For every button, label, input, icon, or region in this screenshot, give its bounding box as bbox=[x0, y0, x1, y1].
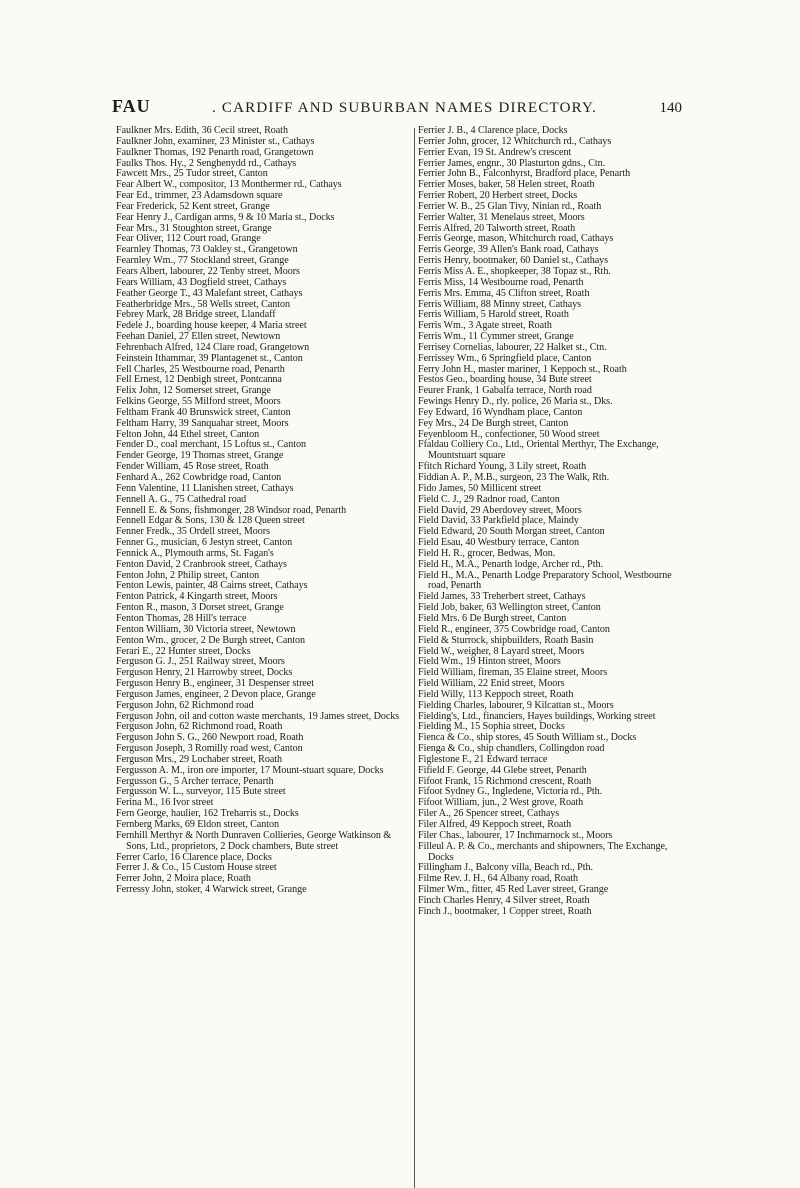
directory-entry: Ferrer Carlo, 16 Clarence place, Docks bbox=[116, 851, 272, 863]
directory-entry: Fenton David, 2 Cranbrook street, Cathays bbox=[116, 558, 287, 570]
directory-entry: Fey Edward, 16 Wyndham place, Canton bbox=[418, 406, 583, 418]
directory-entry: Fienca & Co., ship stores, 45 South William st., Docks bbox=[418, 732, 637, 744]
directory-entry: Field James, 33 Treherbert street, Cathays bbox=[418, 591, 586, 603]
directory-entry: Fawcett Mrs., 25 Tudor street, Canton bbox=[116, 168, 268, 180]
directory-entry: Ferressy John, stoker, 4 Warwick street, Grange bbox=[116, 884, 307, 896]
directory-entry: Ferris Henry, bootmaker, 60 Daniel st., Cathays bbox=[418, 255, 609, 267]
directory-entry: Ferris George, mason, Whitchurch road, Cathays bbox=[418, 233, 614, 245]
directory-entry: Fernhill Merthyr & North Dunraven Collieries, George Watkinson & Sons, Ltd., proprietors, 2 Dock chambers, Bute street bbox=[116, 829, 392, 852]
directory-entry: Ferrier Walter, 31 Menelaus street, Moors bbox=[418, 211, 585, 223]
directory-entry: Feltham Harry, 39 Sanquahar street, Moors bbox=[116, 417, 289, 429]
directory-entry: Ferrier John, grocer, 12 Whitchurch rd., Cathays bbox=[418, 135, 612, 147]
directory-entry: Fergusson A. M., iron ore importer, 17 Mount-stuart square, Docks bbox=[116, 764, 384, 776]
directory-entry: Fears William, 43 Dogfield street, Cathays bbox=[116, 276, 287, 288]
directory-entry: Ferrier Moses, baker, 58 Helen street, Roath bbox=[418, 179, 595, 191]
directory-entry: Feurer Frank, 1 Gabalfa terrace, North road bbox=[418, 385, 592, 397]
directory-entry: Fender George, 19 Thomas street, Grange bbox=[116, 450, 284, 462]
directory-entry: Filer Alfred, 49 Keppoch street, Roath bbox=[418, 819, 572, 830]
directory-entry: Faulks Thos. Hy., 2 Senghenydd rd., Cathays bbox=[116, 157, 297, 169]
directory-entry: Fernberg Marks, 69 Eldon street, Canton bbox=[116, 819, 279, 830]
directory-entry: Field Job, baker, 63 Wellington street, Canton bbox=[418, 602, 601, 614]
directory-entry: Fillingham J., Balcony villa, Beach rd., Pth. bbox=[418, 862, 593, 874]
directory-entry: Fedele J., boarding house keeper, 4 Maria street bbox=[116, 320, 307, 332]
directory-entry: Fell Ernest, 12 Denbigh street, Pontcanna bbox=[116, 374, 282, 386]
directory-entry: Ferris Wm., 3 Agate street, Roath bbox=[418, 320, 552, 332]
right-column bbox=[418, 126, 688, 1176]
directory-entry: Fear Mrs., 31 Stoughton street, Grange bbox=[116, 222, 272, 234]
directory-entry: Finch Charles Henry, 4 Silver street, Roath bbox=[418, 894, 590, 906]
directory-entry: Fears Albert, labourer, 22 Tenby street, Moors bbox=[116, 265, 300, 277]
directory-entry: Field Esau, 40 Westbury terrace, Canton bbox=[418, 537, 580, 549]
directory-entry: Filleul A. P. & Co., merchants and shipowners, The Exchange, Docks bbox=[418, 840, 668, 863]
directory-entry: Fender William, 45 Rose street, Roath bbox=[116, 461, 269, 473]
directory-entry: Filme Rev. J. H., 64 Albany road, Roath bbox=[418, 873, 579, 885]
directory-entry: Ferrissey Wm., 6 Springfield place, Canton bbox=[418, 352, 592, 364]
directory-entry: Fenton Lewis, painter, 48 Cairns street, Cathays bbox=[116, 580, 308, 592]
directory-entry: Feather George T., 43 Malefant street, Cathays bbox=[116, 287, 303, 299]
directory-entry: Fearnley Thomas, 73 Oakley st., Grangetown bbox=[116, 244, 298, 256]
header-key-word: FAU bbox=[112, 96, 151, 116]
directory-entry: Fido James, 50 Millicent street bbox=[418, 482, 542, 494]
directory-entry: Fender D., coal merchant, 15 Loftus st., Canton bbox=[116, 439, 306, 451]
page-number: 140 bbox=[659, 100, 682, 116]
directory-entry: Ferguson John, 62 Richmond road, Roath bbox=[116, 721, 283, 733]
directory-entry: Fell Charles, 25 Westbourne road, Penarth bbox=[116, 363, 285, 375]
directory-entry: Febrey Mark, 28 Bridge street, Llandaff bbox=[116, 309, 276, 321]
directory-entry: Fear Albert W., compositor, 13 Monthermer rd., Cathays bbox=[116, 179, 342, 191]
directory-entry: Fifoot William, jun., 2 West grove, Roath bbox=[418, 797, 584, 809]
directory-entry: Ferguson James, engineer, 2 Devon place, Grange bbox=[116, 688, 316, 700]
directory-entry: Ferina M., 16 Ivor street bbox=[116, 797, 214, 809]
left-column bbox=[116, 126, 413, 1176]
directory-entry: Field William, 22 Enid street, Moors bbox=[418, 678, 565, 690]
directory-entry: Fennick A., Plymouth arms, St. Fagan's bbox=[116, 547, 274, 559]
directory-entry: Field Mrs. 6 De Burgh street, Canton bbox=[418, 612, 567, 624]
directory-entry: Ferris Wm., 11 Cymmer street, Grange bbox=[418, 331, 574, 343]
directory-entry: Ferrer John, 2 Moira place, Roath bbox=[116, 873, 251, 885]
directory-entry: Filmer Wm., fitter, 45 Red Laver street, Grange bbox=[418, 884, 609, 896]
directory-entry: Fearnley Wm., 77 Stockland street, Grange bbox=[116, 255, 289, 267]
directory-entry: Field R., engineer, 375 Cowbridge road, Canton bbox=[418, 623, 610, 635]
directory-entry: Fenner G., musician, 6 Jestyn street, Canton bbox=[116, 537, 293, 549]
directory-entry: Ferrier W. B., 25 Glan Tivy, Ninian rd., Roath bbox=[418, 200, 602, 212]
directory-entry: Ferguson G. J., 251 Railway street, Moors bbox=[116, 656, 285, 668]
directory-entry: Ferguson Mrs., 29 Lochaber street, Roath bbox=[116, 753, 283, 765]
directory-entry: Filer Chas., labourer, 17 Inchmarnock st., Moors bbox=[418, 829, 613, 841]
directory-entry: Fenn Valentine, 11 Llanishen street, Cathays bbox=[116, 482, 294, 494]
directory-entry: Ferris William, 88 Minny street, Cathays bbox=[418, 298, 582, 310]
directory-entry: Fergusson G., 5 Archer terrace, Penarth bbox=[116, 775, 274, 787]
directory-entry: Field Edward, 20 South Morgan street, Canton bbox=[418, 526, 605, 538]
directory-entry: Ferguson Henry, 21 Harrowby street, Docks bbox=[116, 667, 293, 679]
directory-entry: Fear Oliver, 112 Court road, Grange bbox=[116, 233, 261, 245]
directory-entry: Field W., weigher, 8 Layard street, Moors bbox=[418, 645, 585, 657]
directory-entry: Fifoot Frank, 15 Richmond crescent, Roath bbox=[418, 775, 592, 787]
directory-entry: Ffaldau Colliery Co., Ltd., Oriental Merthyr, The Exchange, Mountstuart square bbox=[418, 439, 659, 462]
directory-entry: Ferrier John B., Falconhyrst, Bradford place, Penarth bbox=[418, 168, 631, 180]
directory-entry: Feltham Frank 40 Brunswick street, Canton bbox=[116, 406, 291, 418]
directory-entry: Feehan Daniel, 27 Ellen street, Newtown bbox=[116, 331, 281, 343]
directory-entry: Finch J., bootmaker, 1 Copper street, Roath bbox=[418, 905, 592, 917]
directory-entry: Fey Mrs., 24 De Burgh street, Canton bbox=[418, 417, 569, 429]
directory-entry: Fear Henry J., Cardigan arms, 9 & 10 Maria st., Docks bbox=[116, 211, 335, 223]
directory-entry: Fifield F. George, 44 Glebe street, Penarth bbox=[418, 764, 587, 776]
directory-entry: Field & Sturrock, shipbuilders, Roath Basin bbox=[418, 634, 594, 646]
directory-entry: Ferguson John S. G., 260 Newport road, Roath bbox=[116, 732, 304, 744]
directory-entry: Fenton Patrick, 4 Kingarth street, Moors bbox=[116, 591, 278, 603]
directory-entry: Ferguson John, 62 Richmond road bbox=[116, 699, 254, 711]
directory-entry: Field H., M.A., Penarth Lodge Preparatory School, Westbourne road, Penarth bbox=[418, 569, 672, 592]
directory-entry: Fehrenbach Alfred, 124 Clare road, Grangetown bbox=[116, 341, 310, 353]
directory-entry: Ferguson Joseph, 3 Romilly road west, Canton bbox=[116, 743, 303, 755]
directory-entry: Fielding's, Ltd., financiers, Hayes buildings, Working street bbox=[418, 710, 656, 722]
directory-entry: Ferris Miss A. E., shopkeeper, 38 Topaz st., Rth. bbox=[418, 265, 611, 277]
directory-entry: Fenton John, 2 Philip street, Canton bbox=[116, 569, 260, 581]
directory-entry: Fergusson W. L., surveyor, 115 Bute street bbox=[116, 786, 286, 798]
directory-entry: Fiddian A. P., M.B., surgeon, 23 The Walk, Rth. bbox=[418, 472, 610, 483]
directory-entry: Field H., M.A., Penarth lodge, Archer rd., Pth. bbox=[418, 558, 603, 570]
directory-entry: Fennell A. G., 75 Cathedral road bbox=[116, 493, 247, 505]
directory-entry: Featherbridge Mrs., 58 Wells street, Canton bbox=[116, 298, 291, 310]
directory-entry: Ferguson Henry B., engineer, 31 Despenser street bbox=[116, 678, 314, 690]
directory-entry: Ferrier J. B., 4 Clarence place, Docks bbox=[418, 126, 568, 136]
directory-entry: Ferris Mrs. Emma, 45 Clifton street, Roath bbox=[418, 287, 590, 299]
directory-entry: Field David, 29 Aberdovey street, Moors bbox=[418, 504, 582, 516]
directory-entry: Fenhard A., 262 Cowbridge road, Canton bbox=[116, 472, 282, 483]
directory-entry: Faulkner John, examiner, 23 Minister st., Cathays bbox=[116, 135, 315, 147]
column-divider bbox=[414, 128, 415, 1188]
directory-entry: Fifoot Sydney G., Ingledene, Victoria rd., Pth. bbox=[418, 786, 603, 798]
directory-entry: Ferguson John, oil and cotton waste merchants, 19 James street, Docks bbox=[116, 710, 400, 722]
directory-entry: Faulkner Mrs. Edith, 36 Cecil street, Roath bbox=[116, 126, 288, 136]
directory-entry: Fear Ed., trimmer, 23 Adamsdown square bbox=[116, 190, 283, 202]
directory-entry: Felton John, 44 Ethel street, Canton bbox=[116, 428, 260, 440]
directory-entry: Feyenbloom H., confectioner, 50 Wood street bbox=[418, 428, 600, 440]
directory-entry: Festos Geo., boarding house, 34 Bute street bbox=[418, 374, 592, 386]
directory-entry: Fenton Thomas, 28 Hill's terrace bbox=[116, 612, 247, 624]
directory-entry: Fienga & Co., ship chandlers, Collingdon road bbox=[418, 743, 605, 755]
directory-entry: Ferrier Robert, 20 Herbert street, Docks bbox=[418, 190, 578, 202]
directory-entry: Ffitch Richard Young, 3 Lily street, Roath bbox=[418, 461, 587, 473]
directory-entry: Ferris Alfred, 20 Talworth street, Roath bbox=[418, 222, 576, 234]
directory-entry: Ferari E., 22 Hunter street, Docks bbox=[116, 645, 251, 657]
directory-entry: Faulkner Thomas, 192 Penarth road, Grangetown bbox=[116, 146, 314, 158]
directory-entry: Field William, fireman, 35 Elaine street, Moors bbox=[418, 667, 608, 679]
directory-entry: Ferrier James, engnr., 30 Plasturton gdns., Ctn. bbox=[418, 157, 606, 169]
directory-entry: Fenton William, 30 Victoria street, Newtown bbox=[116, 623, 296, 635]
directory-entry: Ferris Miss, 14 Westbourne road, Penarth bbox=[418, 276, 584, 288]
directory-entry: Figlestone F., 21 Edward terrace bbox=[418, 753, 548, 765]
directory-entry: Filer A., 26 Spencer street, Cathays bbox=[418, 808, 560, 820]
directory-entry: Feinstein Ithammar, 39 Plantagenet st., Canton bbox=[116, 352, 303, 364]
directory-entry: Field H. R., grocer, Bedwas, Mon. bbox=[418, 547, 556, 559]
directory-entry: Fennell Edgar & Sons, 130 & 128 Queen street bbox=[116, 515, 305, 527]
header-title: . CARDIFF AND SUBURBAN NAMES DIRECTORY. bbox=[212, 100, 598, 116]
directory-entry: Ferris George, 39 Allen's Bank road, Cathays bbox=[418, 244, 599, 256]
directory-entry: Fielding Charles, labourer, 9 Kilcattan st., Moors bbox=[418, 699, 614, 711]
directory-entry: Field C. J., 29 Radnor road, Canton bbox=[418, 493, 560, 505]
directory-entry: Field Willy, 113 Keppoch street, Roath bbox=[418, 688, 574, 700]
directory-entry: Fielding M., 15 Sophia street, Docks bbox=[418, 721, 565, 733]
directory-entry: Ferris William, 5 Harold street, Roath bbox=[418, 309, 569, 321]
directory-entry: Fenner Fredk., 35 Ordell street, Moors bbox=[116, 526, 270, 538]
page-header bbox=[112, 96, 682, 120]
directory-entry: Ferrer J. & Co., 15 Custom House street bbox=[116, 862, 277, 874]
directory-entry: Fern George, haulier, 162 Treharris st., Docks bbox=[116, 808, 299, 820]
directory-entry: Fewings Henry D., rly. police, 26 Maria st., Dks. bbox=[418, 396, 613, 408]
directory-entry: Felkins George, 55 Milford street, Moors bbox=[116, 396, 281, 408]
directory-entry: Fear Frederick, 52 Kent street, Grange bbox=[116, 200, 270, 212]
directory-entry: Ferry John H., master mariner, 1 Keppoch st., Roath bbox=[418, 363, 627, 375]
directory-entry: Fenton Wm., grocer, 2 De Burgh street, Canton bbox=[116, 634, 305, 646]
directory-entry: Field Wm., 19 Hinton street, Moors bbox=[418, 656, 561, 668]
directory-entry: Fenton R., mason, 3 Dorset street, Grange bbox=[116, 602, 284, 614]
directory-entry: Field David, 33 Parkfield place, Maindy bbox=[418, 515, 579, 527]
directory-entry: Felix John, 12 Somerset street, Grange bbox=[116, 385, 271, 397]
directory-entry: Fennell E. & Sons, fishmonger, 28 Windsor road, Penarth bbox=[116, 504, 347, 516]
directory-entry: Ferrier Evan, 19 St. Andrew's crescent bbox=[418, 146, 572, 158]
directory-entry: Ferrisey Cornelias, labourer, 22 Halket st., Ctn. bbox=[418, 341, 607, 353]
